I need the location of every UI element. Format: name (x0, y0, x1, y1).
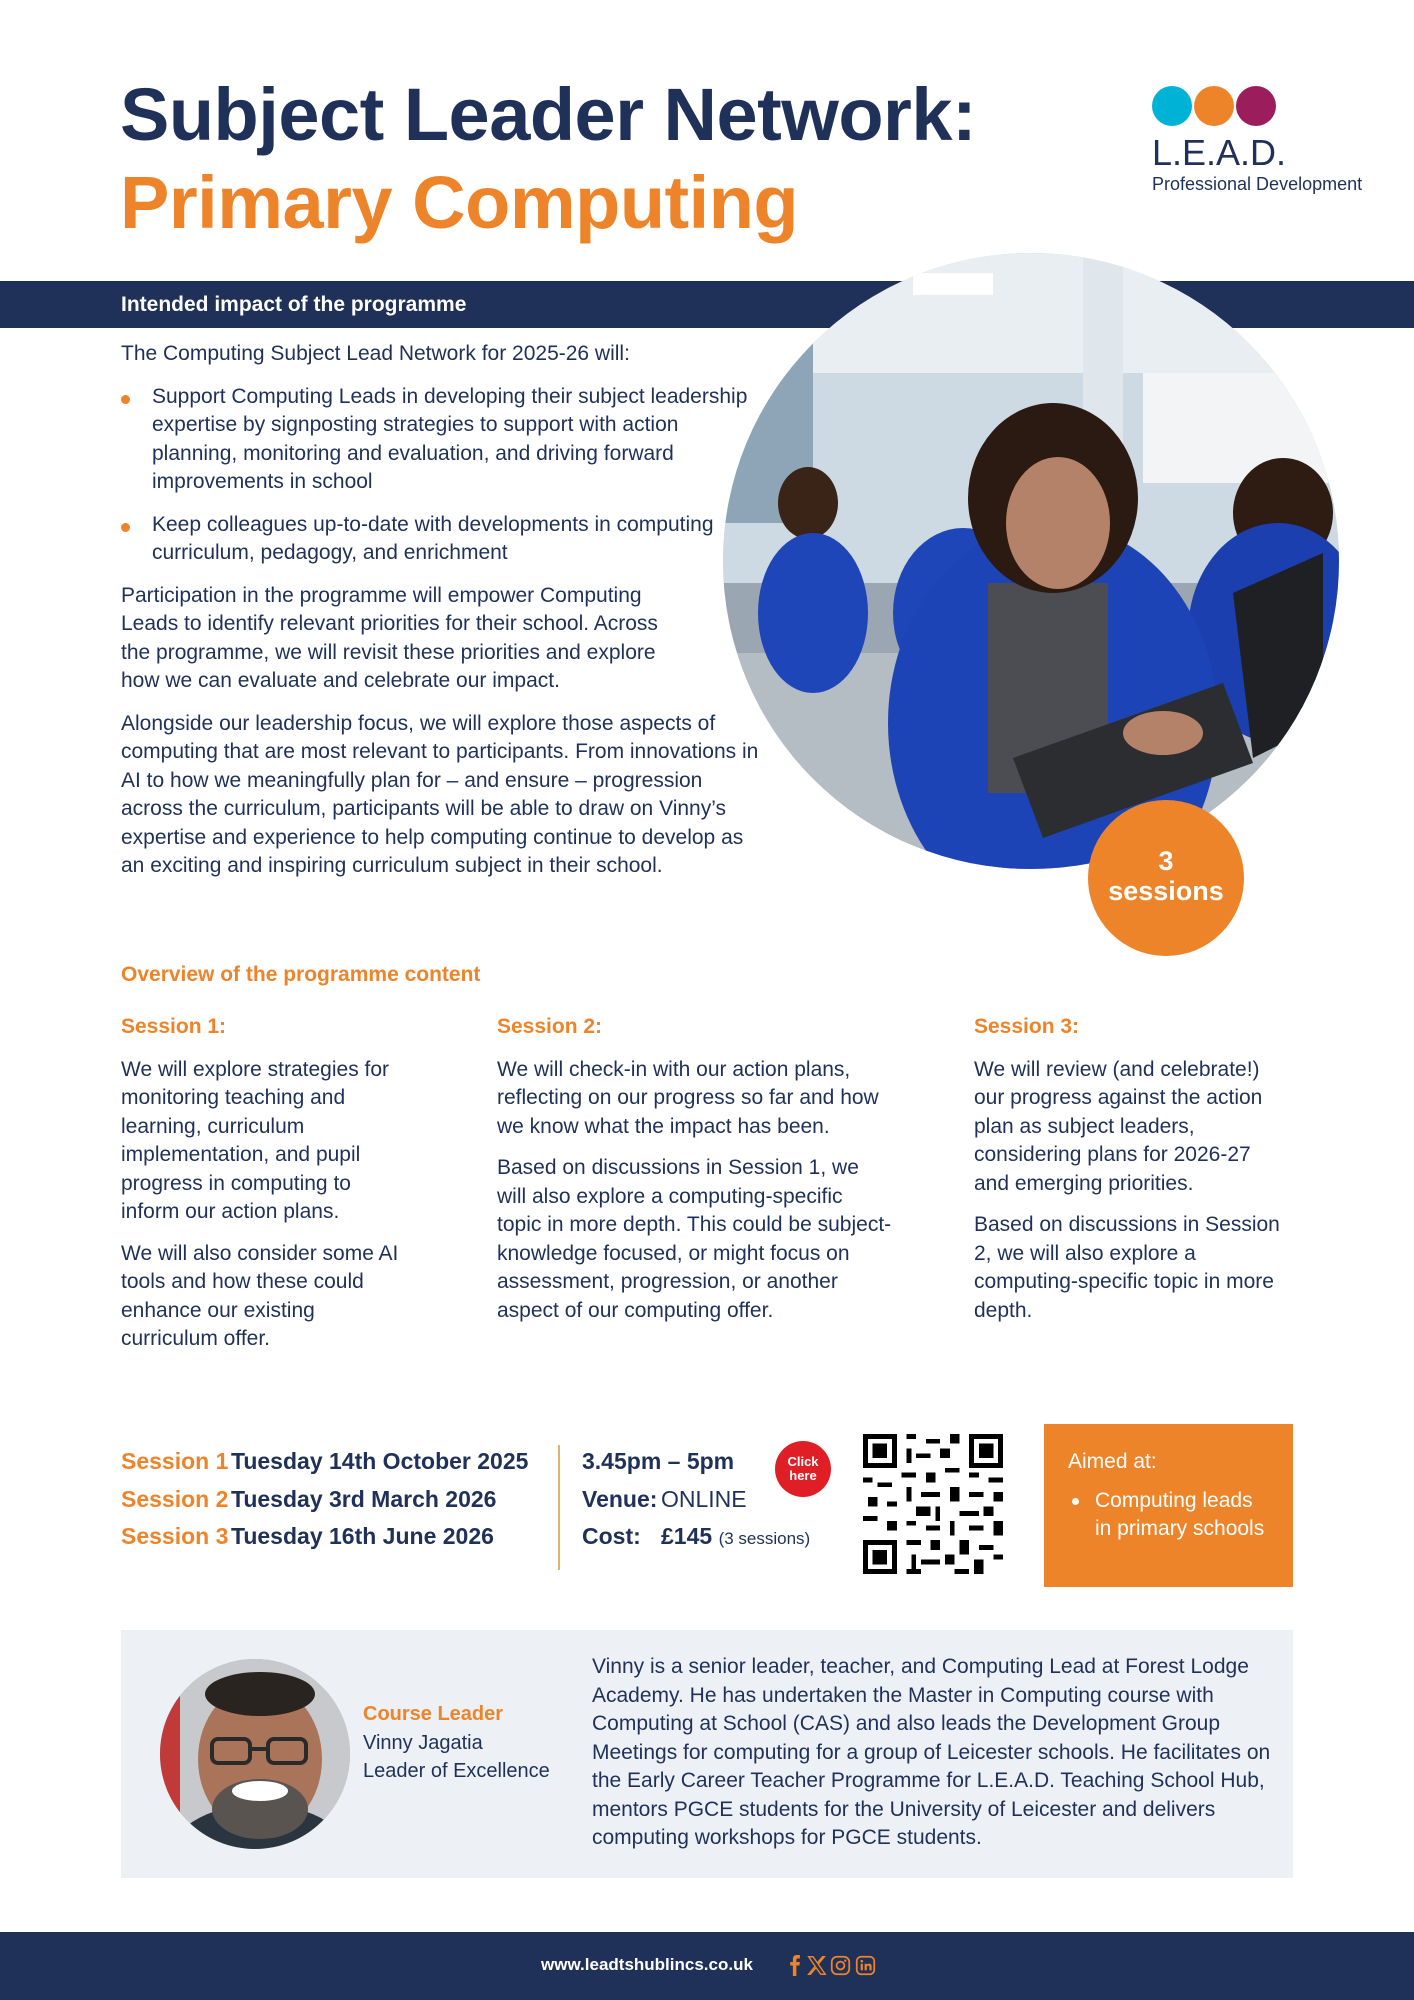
qr-code-icon[interactable] (863, 1434, 1003, 1574)
website-link[interactable]: www.leadtshublincs.co.uk (541, 1955, 753, 1974)
impact-paragraph-2: Alongside our leadership focus, we will explore those aspects of computing that are most relevant to participants. From innovations in AI to how we meaningfully plan for – and ensure – progression across the curriculum, participants will be able to draw on Vinny’s expertise and experience to help computing continue to develop as an exciting and inspiring curriculum subject in their school. (121, 711, 759, 877)
page-title-line-1: Subject Leader Network: (120, 73, 977, 156)
session-2-column (497, 1013, 892, 1338)
bullet-dot-icon (1072, 1498, 1079, 1505)
facebook-icon[interactable] (785, 1955, 806, 1976)
aimed-at-title: Aimed at: (1068, 1450, 1157, 1473)
session-date-value: Tuesday 16th June 2026 (231, 1523, 494, 1549)
sessions-badge (1088, 800, 1244, 956)
venue-label: Venue: (582, 1485, 658, 1512)
bullet-dot-icon (121, 523, 130, 532)
session-date-row (121, 1443, 528, 1481)
session-2-title: Session 2: (497, 1015, 603, 1038)
click-here-button[interactable] (775, 1441, 831, 1497)
click-here-label-2: here (789, 1468, 817, 1483)
session-3-column (974, 1013, 1284, 1338)
course-leader-role: Course Leader (363, 1703, 504, 1725)
impact-bullet (121, 383, 761, 497)
linkedin-icon[interactable] (855, 1955, 876, 1976)
leader-portrait-illustration (160, 1659, 350, 1849)
aimed-at-list (1068, 1487, 1269, 1544)
overview-title: Overview of the programme content (121, 963, 481, 986)
course-leader-panel (121, 1630, 1293, 1878)
logo-dot-cyan (1152, 86, 1192, 126)
course-leader-name: Vinny Jagatia (363, 1731, 483, 1754)
session-date-value: Tuesday 14th October 2025 (231, 1448, 529, 1474)
session-date-label: Session 3 (121, 1523, 229, 1549)
aimed-at-box (1044, 1424, 1293, 1587)
impact-bullet (121, 511, 761, 568)
sessions-count: 3 (1158, 846, 1174, 876)
venue-row (582, 1481, 810, 1519)
cost-value: £145 (661, 1523, 713, 1549)
x-icon[interactable] (806, 1955, 827, 1976)
course-leader-meta (363, 1700, 550, 1786)
bullet-dot-icon (121, 395, 130, 404)
classroom-photo (723, 253, 1339, 869)
cost-label: Cost: (582, 1523, 641, 1549)
session-date-value: Tuesday 3rd March 2026 (231, 1485, 497, 1512)
impact-content (121, 340, 761, 895)
session-3-title: Session 3: (974, 1015, 1080, 1038)
avatar (160, 1659, 350, 1849)
logo-subtitle: Professional Development (1152, 174, 1363, 194)
venue-value: ONLINE (661, 1485, 747, 1512)
impact-intro: The Computing Subject Lead Network for 2025-26 will: (121, 342, 630, 365)
instagram-icon[interactable] (830, 1955, 851, 1976)
session-1-text-2: We will also consider some AI tools and how these could enhance our existing curriculum offer. (121, 1241, 399, 1350)
cost-row (582, 1518, 810, 1558)
session-date-label: Session 1 (121, 1448, 229, 1474)
course-leader-position: Leader of Excellence (363, 1760, 550, 1782)
classroom-photo-illustration (723, 253, 1339, 869)
impact-paragraph-1: Participation in the programme will empower Computing Leads to identify relevant priorities for their school. Across the programme, we will revisit these priorities and explore how we can evaluate and celebrate our impact. (121, 583, 658, 692)
logo-dot-orange (1194, 86, 1234, 126)
cost-note: (3 sessions) (718, 1529, 811, 1548)
schedule-divider (558, 1445, 560, 1570)
session-2-text-2: Based on discussions in Session 1, we will also explore a computing-specific topic in more depth. This could be subject-knowledge focused, or might focus on assessment, progression, or another aspect of our computing offer. (497, 1156, 892, 1322)
session-time: 3.45pm – 5pm (582, 1448, 735, 1474)
footer (0, 1932, 1414, 2000)
course-leader-bio: Vinny is a senior leader, teacher, and Computing Lead at Forest Lodge Academy. He has undertaken the Master in Computing course with Computing at School (CAS) and also leads the Development Group Meetings for computing for a group of Leicester schools. He facilitates on the Early Career Teacher Programme for L.E.A.D. Teaching School Hub, mentors PGCE students for the University of Leicester and delivers computing workshops for PGCE students. (592, 1655, 1271, 1849)
logo-dot-plum (1236, 86, 1276, 126)
session-date-row (121, 1481, 528, 1519)
impact-title: Intended impact of the programme (121, 293, 467, 316)
session-1-text-1: We will explore strategies for monitoring teaching and learning, curriculum implementation, and pupil progress in computing to inform our action plans. (121, 1057, 390, 1223)
session-dates (121, 1443, 528, 1556)
session-1-column (121, 1013, 411, 1367)
lead-logo (1150, 86, 1370, 196)
page-title-line-2: Primary Computing (120, 161, 799, 244)
aimed-at-item-text: Computing leads in primary schools (1095, 1488, 1265, 1540)
aimed-at-item (1068, 1487, 1269, 1544)
session-2-text-1: We will check-in with our action plans, reflecting on our progress so far and how we know what the impact has been. (497, 1057, 879, 1138)
impact-bullet-text: Support Computing Leads in developing their subject leadership expertise by signposting strategies to support with action planning, monitoring and evaluation, and driving forward improvements in school (152, 384, 748, 493)
session-3-text-2: Based on discussions in Session 2, we will also explore a computing-specific topic in more depth. (974, 1213, 1280, 1322)
session-date-row (121, 1518, 528, 1556)
logo-text: L.E.A.D. (1152, 132, 1287, 173)
click-here-label-1: Click (787, 1454, 819, 1469)
impact-bullet-text: Keep colleagues up-to-date with developments in computing curriculum, pedagogy, and enrichment (152, 512, 714, 564)
session-3-text-1: We will review (and celebrate!) our progress against the action plan as subject leaders, considering plans for 2026-27 and emerging priorities. (974, 1057, 1263, 1195)
session-date-label: Session 2 (121, 1485, 229, 1512)
session-1-title: Session 1: (121, 1015, 227, 1038)
impact-bullet-list (121, 383, 761, 568)
sessions-label: sessions (1108, 876, 1224, 906)
